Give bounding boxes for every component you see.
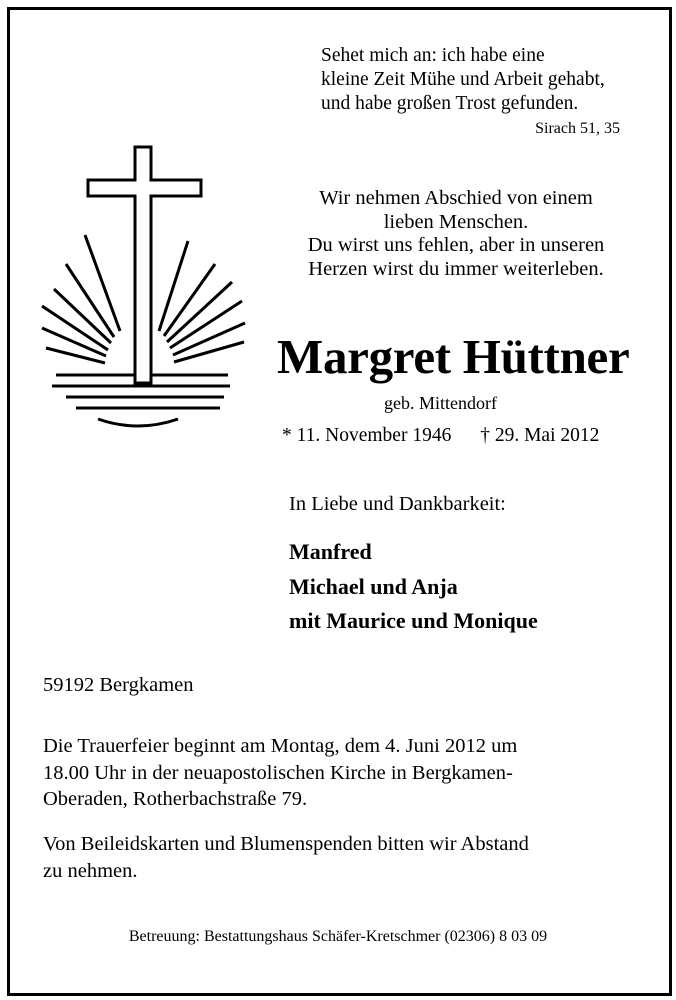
mourner-name: Manfred: [289, 539, 372, 564]
bible-verse: [321, 44, 605, 116]
birth-date: * 11. November 1946: [282, 425, 452, 446]
request-line: Von Beileidskarten und Blumenspenden bitten wir Abstand: [43, 833, 529, 855]
request-line: zu nehmen.: [43, 859, 138, 882]
farewell-message: [276, 187, 636, 281]
farewell-line: Herzen wirst du immer weiterleben.: [308, 257, 604, 280]
mourner-name: mit Maurice und Monique: [289, 608, 538, 633]
death-date: † 29. Mai 2012: [480, 425, 600, 446]
service-line: Die Trauerfeier beginnt am Montag, dem 4. Juni 2012 um: [43, 735, 518, 757]
cross-sunrise-icon: [38, 143, 250, 433]
mourners-intro: In Liebe und Dankbarkeit:: [289, 493, 506, 515]
life-dates: [282, 425, 599, 447]
verse-line: Sehet mich an: ich habe eine: [321, 45, 545, 66]
verse-source: Sirach 51, 35: [535, 120, 620, 137]
farewell-line: lieben Menschen.: [383, 210, 529, 233]
condolence-request: [43, 831, 529, 884]
farewell-line: Wir nehmen Abschied von einem: [319, 187, 593, 209]
mourner-name: Michael und Anja: [289, 573, 458, 599]
funeral-service-info: [43, 733, 517, 813]
deceased-name: Margret Hüttner: [277, 329, 630, 384]
undertaker-info: Betreuung: Bestattungshaus Schäfer-Kretschmer (02306) 8 03 09: [128, 928, 548, 945]
farewell-line: Du wirst uns fehlen, aber in unseren: [307, 234, 605, 256]
verse-line: kleine Zeit Mühe und Arbeit gehabt,: [321, 69, 605, 90]
mourners-list: [289, 535, 538, 639]
maiden-name: geb. Mittendorf: [384, 393, 497, 413]
service-line: 18.00 Uhr in der neuapostolischen Kirche in Bergkamen-: [43, 761, 513, 784]
service-line: Oberaden, Rotherbachstraße 79.: [43, 788, 308, 810]
location: 59192 Bergkamen: [43, 674, 194, 696]
verse-line: und habe großen Trost gefunden.: [321, 93, 579, 114]
